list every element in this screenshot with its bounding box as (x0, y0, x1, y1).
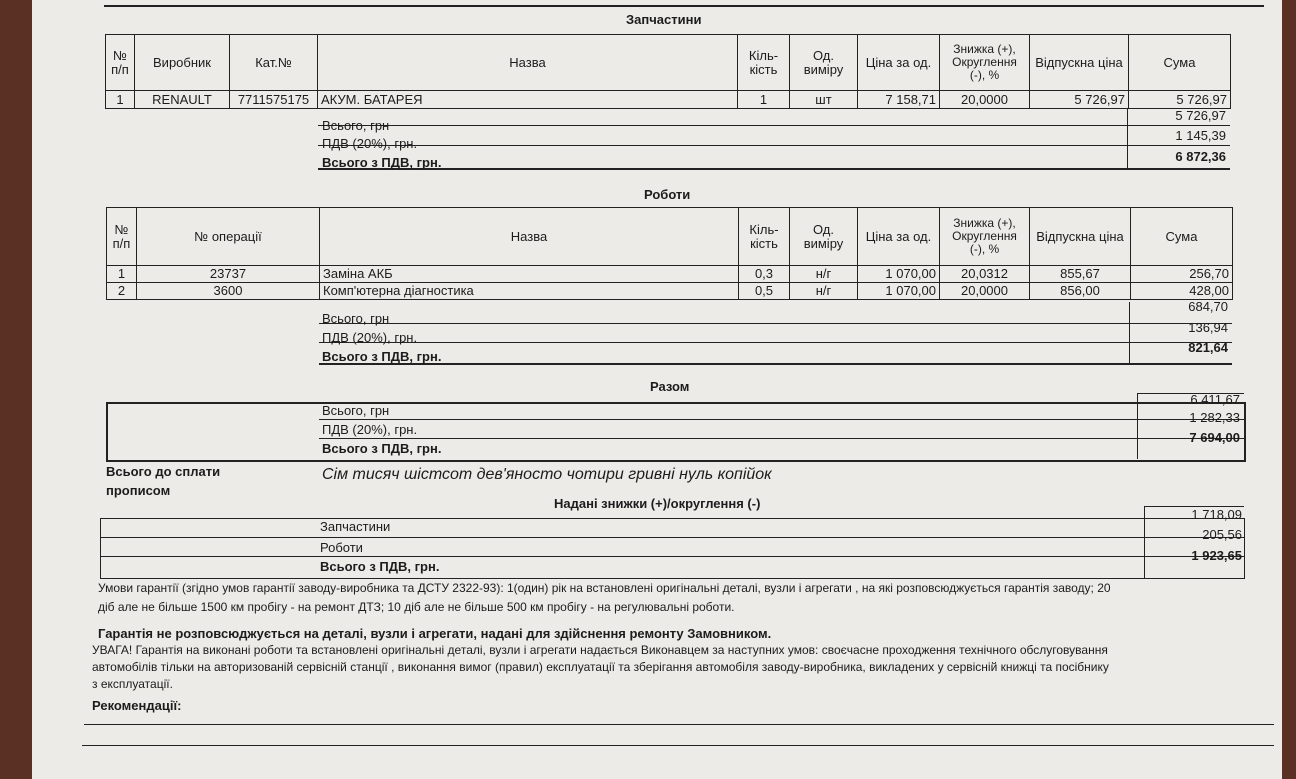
works-col-unit: Од. виміру (790, 208, 858, 266)
in-words-label-1: Всього до сплати (106, 464, 221, 479)
discounts-sum-divider (1144, 506, 1145, 578)
parts-total-label: Всього, грн (322, 118, 390, 133)
discounts-parts-label: Запчастини (320, 519, 391, 534)
summary-section-title: Разом (650, 379, 690, 394)
parts-col-net: Відпускна ціна (1030, 35, 1129, 91)
discounts-grand-value: 1 923,65 (1191, 548, 1242, 563)
parts-col-name: Назва (318, 35, 738, 91)
parts-total-value: 5 726,97 (1175, 108, 1226, 123)
parts-vat-value: 1 145,39 (1175, 128, 1226, 143)
parts-table (105, 34, 1231, 109)
parts-col-qty: Кіль-кість (738, 35, 790, 91)
summary-vat-value: 1 282,33 (1189, 410, 1240, 425)
table-row: 1 RENAULT 7711575175 АКУМ. БАТАРЕЯ 1 шт 7 158,71 20,0000 5 726,97 5 726,97 (106, 91, 1231, 109)
summary-vat-label: ПДВ (20%), грн. (322, 422, 418, 437)
works-col-price: Ціна за од. (858, 208, 940, 266)
warranty-line-2: діб але не більше 1500 км пробігу - на ремонт ДТЗ; 10 діб але не більше 500 км пробігу - на регулювальні роботи. (98, 600, 735, 614)
invoice-page (32, 0, 1282, 779)
parts-section-title: Запчастини (626, 12, 702, 27)
works-col-name: Назва (320, 208, 739, 266)
works-grand-rule (319, 363, 1232, 365)
works-col-op: № операції (137, 208, 320, 266)
parts-col-discount: Знижка (+), Округлення (-), % (940, 35, 1030, 91)
parts-col-maker: Виробник (135, 35, 230, 91)
summary-total-rule (319, 419, 1244, 420)
attention-line-2: автомобілів тільки на авторизованій сервісній станції , виконання вимог (правил) експлуатації та зберігання автомобіля заводу-виробника, викладених у сервісній книжці та посібнику (92, 660, 1109, 674)
recommendations-label: Рекомендації: (92, 698, 182, 713)
parts-grand-label: Всього з ПДВ, грн. (322, 155, 442, 170)
in-words-text: Сім тисяч шістсот дев'яносто чотири гривні нуль копійок (322, 466, 772, 483)
works-grand-label: Всього з ПДВ, грн. (322, 349, 442, 364)
attention-line-3: з експлуатації. (92, 677, 173, 691)
top-rule (104, 5, 1264, 7)
in-words-label-2: прописом (106, 483, 171, 498)
parts-col-no: № п/п (106, 35, 135, 91)
works-col-no: № п/п (107, 208, 137, 266)
parts-col-cat: Кат.№ (230, 35, 318, 91)
works-total-value: 684,70 (1188, 299, 1228, 314)
recommendation-line-2 (82, 745, 1274, 746)
summary-grand-value: 7 694,00 (1189, 430, 1240, 445)
recommendation-line-1 (84, 724, 1274, 725)
works-total-label: Всього, грн (322, 311, 390, 326)
summary-sum-divider (1137, 393, 1138, 459)
works-vat-value: 136,94 (1188, 320, 1228, 335)
parts-vat-rule (318, 145, 1230, 146)
parts-col-price: Ціна за од. (858, 35, 940, 91)
works-grand-value: 821,64 (1188, 340, 1228, 355)
discounts-parts-value: 1 718,09 (1191, 507, 1242, 522)
parts-col-unit: Од. виміру (790, 35, 858, 91)
summary-grand-label: Всього з ПДВ, грн. (322, 441, 442, 456)
parts-grand-rule (318, 168, 1230, 170)
works-col-discount: Знижка (+), Округлення (-), % (940, 208, 1030, 266)
works-vat-label: ПДВ (20%), грн. (322, 330, 418, 345)
warranty-line-1: Умови гарантії (згідно умов гарантії заводу-виробника та ДСТУ 2322-93): 1(один) рік на встановлені оригінальні деталі, вузли і агрегати , на які розповсюджується гарантія заводу; 20 (98, 581, 1111, 595)
works-section-title: Роботи (644, 187, 691, 202)
attention-line-1: УВАГА! Гарантія на виконані роботи та встановлені оригінальні деталі, вузли і агрегати надається Виконавцем за наступних умов: своєчасне проходження технічного обслуговування (92, 643, 1108, 657)
summary-vat-rule (319, 438, 1244, 439)
discounts-grand-label: Всього з ПДВ, грн. (320, 559, 440, 574)
works-table (106, 207, 1233, 300)
discounts-box (100, 518, 1245, 579)
discounts-works-label: Роботи (320, 540, 363, 555)
works-vat-rule (319, 342, 1232, 343)
parts-vat-label: ПДВ (20%), грн. (322, 136, 418, 151)
summary-total-value: 6 411,67 (1190, 392, 1240, 407)
discounts-parts-rule (100, 537, 1245, 538)
works-sum-divider (1129, 302, 1130, 364)
table-row: 2 3600 Комп'ютерна діагностика 0,5 н/г 1 070,00 20,0000 856,00 428,00 (107, 283, 1233, 300)
warranty-bold-line: Гарантія не розповсюджується на деталі, вузли і агрегати, надані для здійснення ремонту Замовником. (98, 626, 772, 641)
discounts-works-rule (100, 556, 1245, 557)
works-col-net: Відпускна ціна (1030, 208, 1131, 266)
works-col-qty: Кіль-кість (739, 208, 790, 266)
summary-box (106, 402, 1246, 462)
discounts-section-title: Надані знижки (+)/округлення (-) (554, 496, 761, 511)
parts-col-sum: Сума (1129, 35, 1231, 91)
summary-total-label: Всього, грн (322, 403, 390, 418)
table-row: 1 23737 Заміна АКБ 0,3 н/г 1 070,00 20,0312 855,67 256,70 (107, 266, 1233, 283)
works-col-sum: Сума (1131, 208, 1233, 266)
parts-sum-divider (1127, 108, 1128, 168)
discounts-works-value: 205,56 (1202, 527, 1242, 542)
parts-grand-value: 6 872,36 (1175, 149, 1226, 164)
works-total-rule (319, 323, 1232, 324)
parts-total-rule (318, 125, 1230, 126)
